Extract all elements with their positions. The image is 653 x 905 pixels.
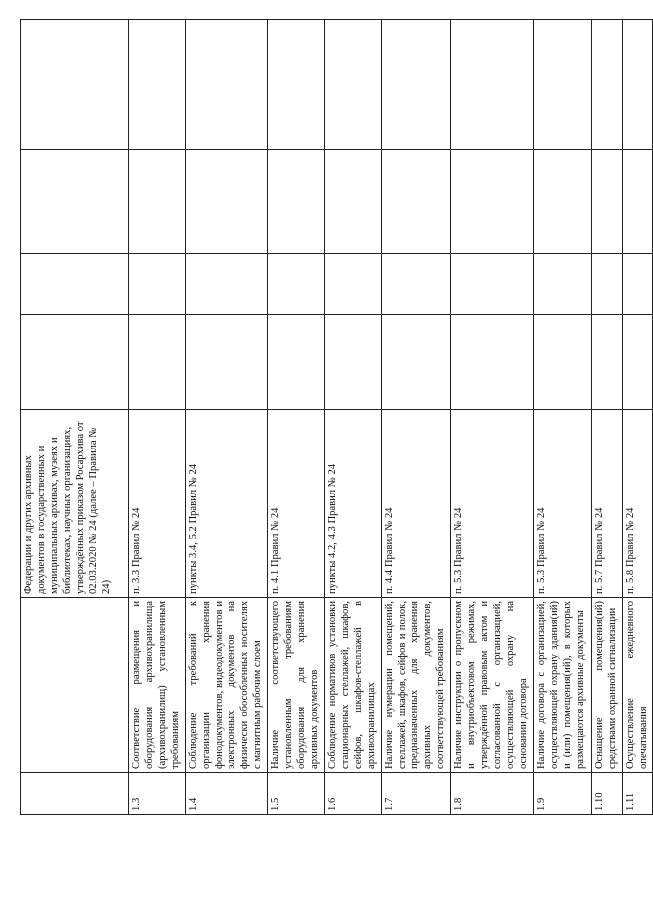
empty-cell	[622, 150, 653, 254]
row-number-cell	[21, 773, 129, 815]
requirement-cell: Наличие соответствующего установленным требованиям оборудования для хранения архивных документов	[268, 598, 325, 773]
empty-cell	[129, 150, 186, 254]
empty-cell	[324, 20, 381, 150]
empty-cell	[21, 150, 129, 254]
row-number-cell: 1.4	[185, 773, 268, 815]
table-row	[381, 20, 451, 815]
empty-cell	[533, 254, 591, 315]
empty-cell	[381, 254, 451, 315]
table-row	[21, 20, 129, 815]
empty-cell	[268, 254, 325, 315]
empty-cell	[591, 150, 622, 254]
requirement-cell: Осуществление ежедневного опечатывания	[622, 598, 653, 773]
empty-cell	[268, 150, 325, 254]
row-number-cell: 1.5	[268, 773, 325, 815]
empty-cell	[381, 315, 451, 410]
table-row	[622, 20, 653, 815]
table-row	[591, 20, 622, 815]
row-number-cell: 1.10	[591, 773, 622, 815]
reference-cell: пункты 4.2, 4.3 Правил № 24	[324, 410, 381, 598]
empty-cell	[591, 315, 622, 410]
empty-cell	[21, 315, 129, 410]
checklist-table	[20, 19, 653, 815]
reference-cell: пункты 3.4, 5.2 Правил № 24	[185, 410, 268, 598]
empty-cell	[268, 315, 325, 410]
requirement-cell: Соблюдение нормативов установки стационарных стеллажей, шкафов, сейфов, шкафов-стеллажей в архивохранилищах	[324, 598, 381, 773]
table-row	[268, 20, 325, 815]
requirement-cell: Соблюдение требований к организации хранения фонодокументов, видеодокументов и электронных документов на физически обособленных носителях с магнитным рабочим слоем	[185, 598, 268, 773]
empty-cell	[622, 20, 653, 150]
empty-cell	[129, 315, 186, 410]
reference-cell: п. 4.4 Правил № 24	[381, 410, 451, 598]
requirement-cell: Наличие инструкции о пропускном и внутриобъектовом режимах, утверждённой правовым актом и согласованной с организацией, осуществляющей охрану на основании договора	[451, 598, 534, 773]
reference-cell: п. 3.3 Правил № 24	[129, 410, 186, 598]
reference-cell: п. 5.3 Правил № 24	[533, 410, 591, 598]
requirement-cell: Наличие договора с организацией, осуществляющей охрану здания(ий) и (или) помещения(ий), в которых размещаются архивные документы	[533, 598, 591, 773]
empty-cell	[381, 150, 451, 254]
empty-cell	[533, 20, 591, 150]
table-row	[533, 20, 591, 815]
row-number-cell: 1.6	[324, 773, 381, 815]
empty-cell	[451, 254, 534, 315]
table-row	[324, 20, 381, 815]
reference-cell: Федерации и других архивных документов в государственных и муниципальных архивах, музеях и библиотеках, научных организациях, утверждённых приказом Росархива от 02.03.2020 № 24 (далее – Правила № 24)	[21, 410, 129, 598]
empty-cell	[591, 254, 622, 315]
requirement-cell: Соответствие размещения и оборудования архивохранилища (архивохранилищ) установленным требованиям	[129, 598, 186, 773]
requirement-cell: Наличие нумерации помещений, стеллажей, шкафов, сейфов и полок, предназначенных для хранения архивных документов, соответствующей требованиям	[381, 598, 451, 773]
reference-cell: п. 5.8 Правил № 24	[622, 410, 653, 598]
empty-cell	[129, 254, 186, 315]
row-number-cell: 1.11	[622, 773, 653, 815]
empty-cell	[324, 315, 381, 410]
row-number-cell: 1.7	[381, 773, 451, 815]
empty-cell	[451, 150, 534, 254]
empty-cell	[324, 254, 381, 315]
row-number-cell: 1.9	[533, 773, 591, 815]
table-row	[185, 20, 268, 815]
empty-cell	[185, 150, 268, 254]
reference-cell: п. 5.3 Правил № 24	[451, 410, 534, 598]
empty-cell	[21, 20, 129, 150]
table-row	[129, 20, 186, 815]
empty-cell	[129, 20, 186, 150]
requirement-cell	[21, 598, 129, 773]
empty-cell	[185, 20, 268, 150]
table-row	[451, 20, 534, 815]
empty-cell	[185, 315, 268, 410]
empty-cell	[451, 20, 534, 150]
requirement-cell: Оснащение помещения(ий) средствами охранной сигнализации	[591, 598, 622, 773]
empty-cell	[21, 254, 129, 315]
reference-cell: п. 4.1 Правил № 24	[268, 410, 325, 598]
empty-cell	[185, 254, 268, 315]
empty-cell	[622, 315, 653, 410]
reference-cell: п. 5.7 Правил № 24	[591, 410, 622, 598]
empty-cell	[622, 254, 653, 315]
row-number-cell: 1.3	[129, 773, 186, 815]
empty-cell	[324, 150, 381, 254]
empty-cell	[533, 150, 591, 254]
empty-cell	[533, 315, 591, 410]
empty-cell	[268, 20, 325, 150]
empty-cell	[451, 315, 534, 410]
row-number-cell: 1.8	[451, 773, 534, 815]
empty-cell	[591, 20, 622, 150]
empty-cell	[381, 20, 451, 150]
